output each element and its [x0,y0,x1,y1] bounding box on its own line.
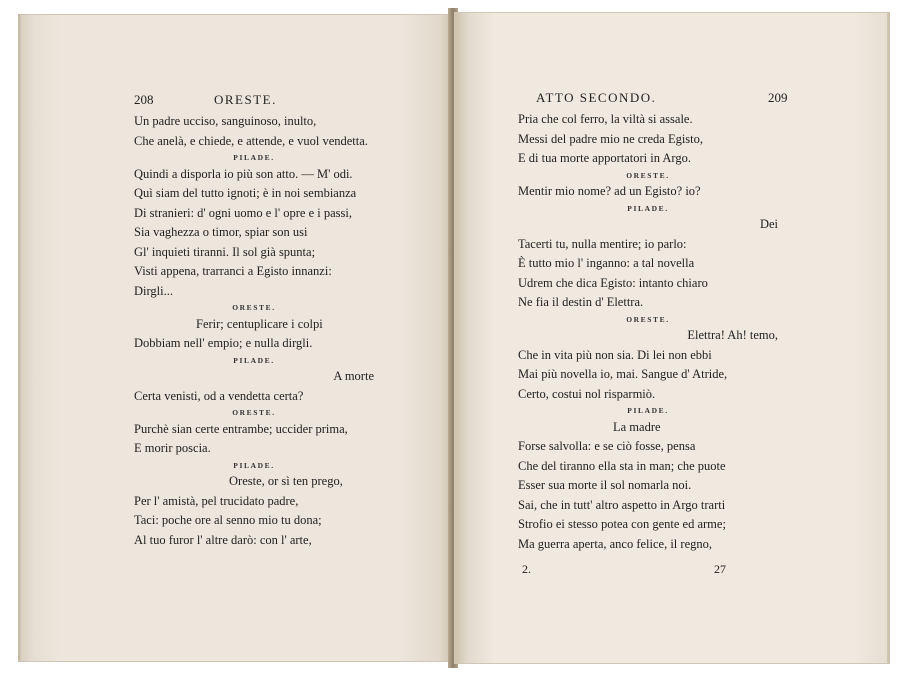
catchword: 27 [714,562,726,576]
verse-line: Mentir mio nome? ad un Egisto? io? [518,184,701,198]
verse-line: Gl' inquieti tiranni. Il sol già spunta; [134,244,316,259]
speaker-name: ORESTE. [232,408,276,417]
speaker-name: PILADE. [233,460,275,470]
speaker-name: ORESTE. [626,170,670,180]
speaker-name: ORESTE. [626,314,670,324]
verse-line: Pria che col ferro, la viltà si assale. [518,112,693,126]
verse-line: Sia vaghezza o timor, spiar son usi [134,225,308,239]
speaker-name: PILADE. [627,406,669,415]
verse-line: Udrem che dica Egisto: intanto chiaro [518,275,708,290]
verse-line: Ne fia il destin d' Elettra. [518,295,644,309]
verse-line: Purchè sian certe entrambe; uccider prima, [134,421,348,436]
speaker-name: PILADE. [233,355,275,365]
verse-line: Dei [759,217,778,231]
verse-line: Quindi a disporla io più son atto. — M' odi. [134,166,353,181]
verse-line: Forse salvolla: e se ciò fosse, pensa [518,439,696,453]
verse-line: Dirgli... [134,283,174,298]
verse-line: Certo, costui nol risparmiò. [518,386,656,401]
right-page-text [518,88,788,582]
left-page [18,14,454,662]
open-book [12,8,890,666]
signature-mark: 2. [522,562,531,576]
verse-line: Che in vita più non sia. Di lei non ebbi [518,347,712,362]
verse-line: Ma guerra aperta, anco felice, il regno, [518,536,712,551]
speaker-name: PILADE. [627,203,669,213]
verse-line: Un padre ucciso, sanguinoso, inulto, [134,114,317,128]
verse-line: Che anelà, e chiede, e attende, e vuol vendetta. [134,133,368,148]
left-page-text [134,90,374,550]
left-page-number: 208 [134,92,154,107]
verse-line: Esser sua morte il sol nomarla noi. [518,478,692,492]
right-page-body [518,110,778,554]
verse-line: Quì siam del tutto ignoti; è in noi sembianza [134,186,357,200]
verse-line: Che del tiranno ella sta in man; che puote [518,458,726,473]
verse-line: A morte [333,369,374,383]
right-page-number: 209 [768,90,788,105]
verse-line: Strofio ei stesso potea con gente ed arme; [518,517,726,531]
left-running-title: ORESTE. [214,92,277,107]
verse-line: Oreste, or sì ten prego, [229,474,343,488]
verse-line: Elettra! Ah! temo, [687,328,778,342]
verse-line: Sai, che in tutt' altro aspetto in Argo trarti [518,497,726,512]
verse-line: Dobbiam nell' empio; e nulla dirgli. [134,336,313,350]
speaker-name: PILADE. [233,153,275,162]
verse-line: Al tuo furor l' altre darò: con l' arte, [134,532,312,547]
left-page-body [134,112,374,550]
verse-line: E di tua morte apportatori in Argo. [518,151,691,165]
speaker-name: ORESTE. [232,303,276,312]
right-running-head [518,88,788,110]
right-page [454,12,890,664]
verse-line: Messi del padre mio ne creda Egisto, [518,131,704,146]
verse-line: Per l' amistà, pel trucidato padre, [134,493,299,508]
verse-line: Ferir; centuplicare i colpi [196,316,323,331]
verse-line: Di stranieri: d' ogni uomo e l' opre e i passi, [134,205,353,220]
verse-line: È tutto mio l' inganno: a tal novella [518,256,695,270]
verse-line: Tacerti tu, nulla mentire; io parlo: [518,236,687,251]
right-page-footer [518,560,778,582]
left-running-head [134,90,374,112]
right-running-title: ATTO SECONDO. [536,90,657,105]
verse-line: Visti appena, trarranci a Egisto innanzi: [134,264,332,278]
verse-line: Mai più novella io, mai. Sangue d' Atride, [518,367,728,381]
verse-line: E morir poscia. [134,441,211,455]
verse-line: La madre [613,419,661,434]
verse-line: Certa venisti, od a vendetta certa? [134,388,304,403]
verse-line: Taci: poche ore al senno mio tu dona; [134,513,322,527]
